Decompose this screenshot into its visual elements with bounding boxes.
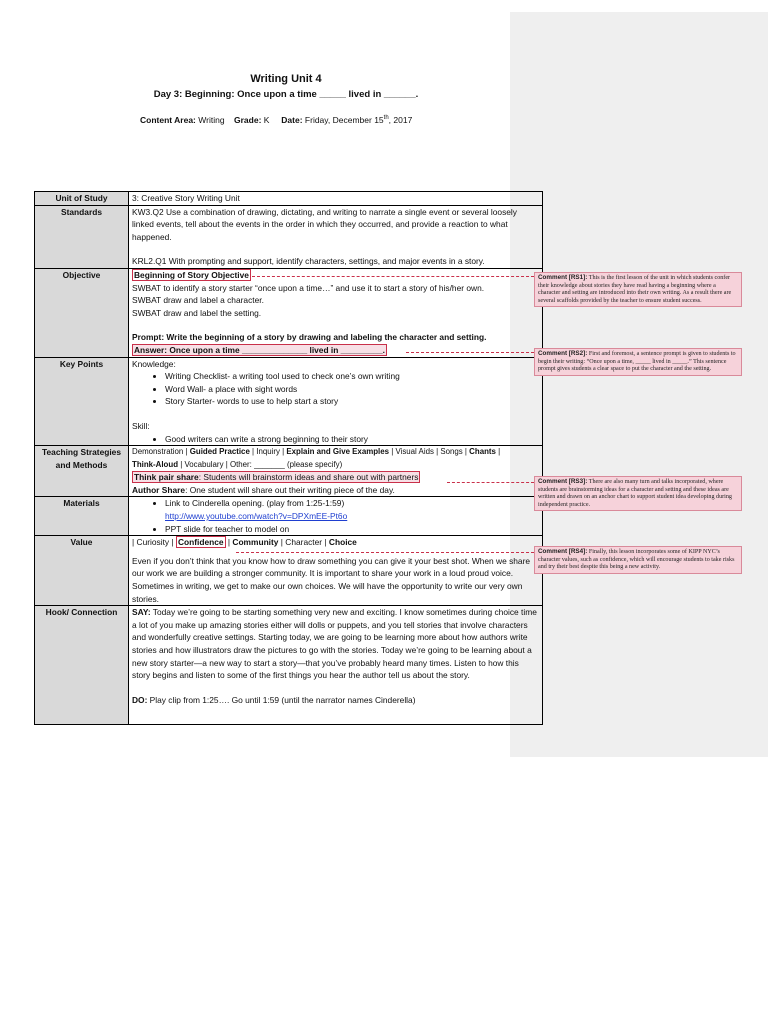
hook-cell	[129, 606, 543, 725]
comment-balloon[interactable]: Comment [RS4]: Finally, this lesson incorporates some of KIPP NYC’s character values, such as confidence, which will encourage students to take risks and try their best despite this being a new activity.	[534, 546, 742, 574]
list-item: • Good writers can write a strong beginning to their story	[165, 433, 539, 446]
row-label: Materials	[35, 497, 129, 536]
row-label: Hook/ Connection	[35, 606, 129, 725]
comment-leader-line	[447, 482, 534, 483]
row-standards	[35, 205, 543, 268]
key-points-cell	[129, 357, 543, 446]
row-value	[35, 536, 543, 606]
content-area-value: Writing	[198, 115, 225, 125]
row-teaching-strategies	[35, 446, 543, 497]
comment-balloon[interactable]: Comment [RS1]: This is the first lesson of the unit in which students confer their knowledge about stories they have read having a beginning where a character and setting are introduced into their own writing. As a result there are several scaffolds provided by the teacher to ensure student success.	[534, 272, 742, 307]
document-title: Writing Unit 4	[250, 73, 322, 85]
row-label: Teaching Strategies and Methods	[35, 446, 129, 497]
strategies-cell	[129, 446, 543, 497]
objective-line: SWBAT to identify a story starter “once upon a time…” and use it to start a story of his/her own.	[132, 282, 485, 293]
objective-answer[interactable]: Answer: Once upon a time ______________ lived in _________.	[134, 344, 385, 355]
row-materials	[35, 497, 543, 536]
standards-cell	[129, 205, 543, 268]
skill-list	[132, 433, 539, 446]
objective-line: SWBAT draw and label a character.	[132, 295, 264, 306]
list-item: • Story Starter- words to use to help start a story	[165, 395, 539, 408]
lesson-plan-table	[34, 191, 543, 725]
video-link[interactable]: http://www.youtube.com/watch?v=DPXmEE-Pt6o	[165, 511, 348, 522]
author-share: Author Share: One student will share out their writing piece of the day.	[132, 484, 395, 495]
date-label: Date:	[281, 115, 303, 125]
knowledge-list	[132, 370, 539, 408]
value-text: Even if you don’t think that you know how to draw something you can give it your best shot. When we share our work we are building a stronger community. It is important to share your work in a loud proud voice. Sometimes in writing, we get to make our own choices. We will have the opportunity to write our very own stories.	[132, 555, 531, 604]
objective-prompt: Prompt: Write the beginning of a story by drawing and labeling the character and setting.	[132, 332, 487, 343]
list-item: • Writing Checklist- a writing tool used to check one’s own writing	[165, 370, 539, 383]
standard-text: KRL2.Q1 With prompting and support, identify characters, settings, and major events in a story.	[132, 256, 485, 267]
comment-leader-line	[252, 276, 534, 277]
row-key-points	[35, 357, 543, 446]
row-hook-connection	[35, 606, 543, 725]
document-subtitle: Day 3: Beginning: Once upon a time _____ lived in ______.	[153, 89, 419, 100]
row-label: Value	[35, 536, 129, 606]
do-text: DO: Play clip from 1:25…. Go until 1:59 (until the narrator names Cinderella)	[132, 694, 416, 705]
value-list: | Curiosity | Confidence | Community | Character | Choice	[132, 537, 357, 548]
row-label: Objective	[35, 268, 129, 357]
strategy-methods: Demonstration | Guided Practice | Inquiry | Explain and Give Examples | Visual Aids | Songs | Chants | Think-Aloud | Vocabulary | Other: _______ (please specify)	[132, 447, 501, 469]
objective-line: SWBAT draw and label the setting.	[132, 307, 262, 318]
comment-leader-line	[406, 352, 534, 353]
comment-margin-pane	[510, 12, 768, 757]
row-label: Standards	[35, 205, 129, 268]
lesson-meta	[140, 115, 412, 125]
comment-balloon[interactable]: Comment [RS2]: First and foremost, a sentence prompt is given to students to begin their writing: “Once upon a time, _____ lived in _____.” This sentence prompt gives students a clear space to put the character and the setting.	[534, 348, 742, 376]
row-objective	[35, 268, 543, 357]
materials-cell	[129, 497, 543, 536]
objective-cell	[129, 268, 543, 357]
list-item: • PPT slide for teacher to model on	[165, 523, 539, 536]
content-area-label: Content Area:	[140, 115, 196, 125]
row-label: Unit of Study	[35, 192, 129, 206]
skill-label: Skill:	[132, 420, 150, 431]
list-item: • Word Wall- a place with sight words	[165, 383, 539, 396]
materials-list	[132, 497, 539, 535]
objective-heading[interactable]: Beginning of Story Objective	[134, 269, 249, 280]
grade-label: Grade:	[234, 115, 262, 125]
comment-balloon[interactable]: Comment [RS3]: There are also many turn and talks incorporated, where students are brainstorming ideas for a character and setting and these ideas are written and drawn on an anchor chart to support student idea developing during independent practice.	[534, 476, 742, 511]
value-cell	[129, 536, 543, 606]
date-value: Friday, December 15th, 2017	[304, 115, 413, 125]
list-item: • Link to Cinderella opening. (play from 1:25-1:59) http://www.youtube.com/watch?v=DPXmEE-Pt6o	[165, 497, 539, 522]
say-text: SAY: Today we’re going to be starting something very new and exciting. I know sometimes during choice time a lot of you make up amazing stories either will dolls or puppets, and you tell stories that involve characters and wonderfully creative settings. Starting today, we are going to be learning more about how authors write stories and how illustrators draw the pictures to go with the stories. Today we’re going to be learning about a new story starter—a new way to start a story—that you’ve probably heard many times. Listen to how this story begins and listen to some of the first things you hear the author tell us about the story.	[132, 607, 537, 681]
think-pair-share[interactable]: Think pair share: Students will brainstorm ideas and share out with partners	[134, 472, 419, 483]
knowledge-label: Knowledge:	[132, 358, 176, 369]
comment-leader-line	[236, 552, 534, 553]
row-unit-of-study	[35, 192, 543, 206]
standard-text: KW3.Q2 Use a combination of drawing, dictating, and writing to narrate a single event or several loosely linked events, tell about the events in the order in which they occurred, and provide a reaction to what happened.	[132, 206, 517, 242]
value-confidence[interactable]: Confidence	[177, 537, 224, 548]
row-label: Key Points	[35, 357, 129, 446]
grade-value: K	[263, 115, 270, 125]
unit-value: 3: Creative Story Writing Unit	[129, 192, 543, 206]
